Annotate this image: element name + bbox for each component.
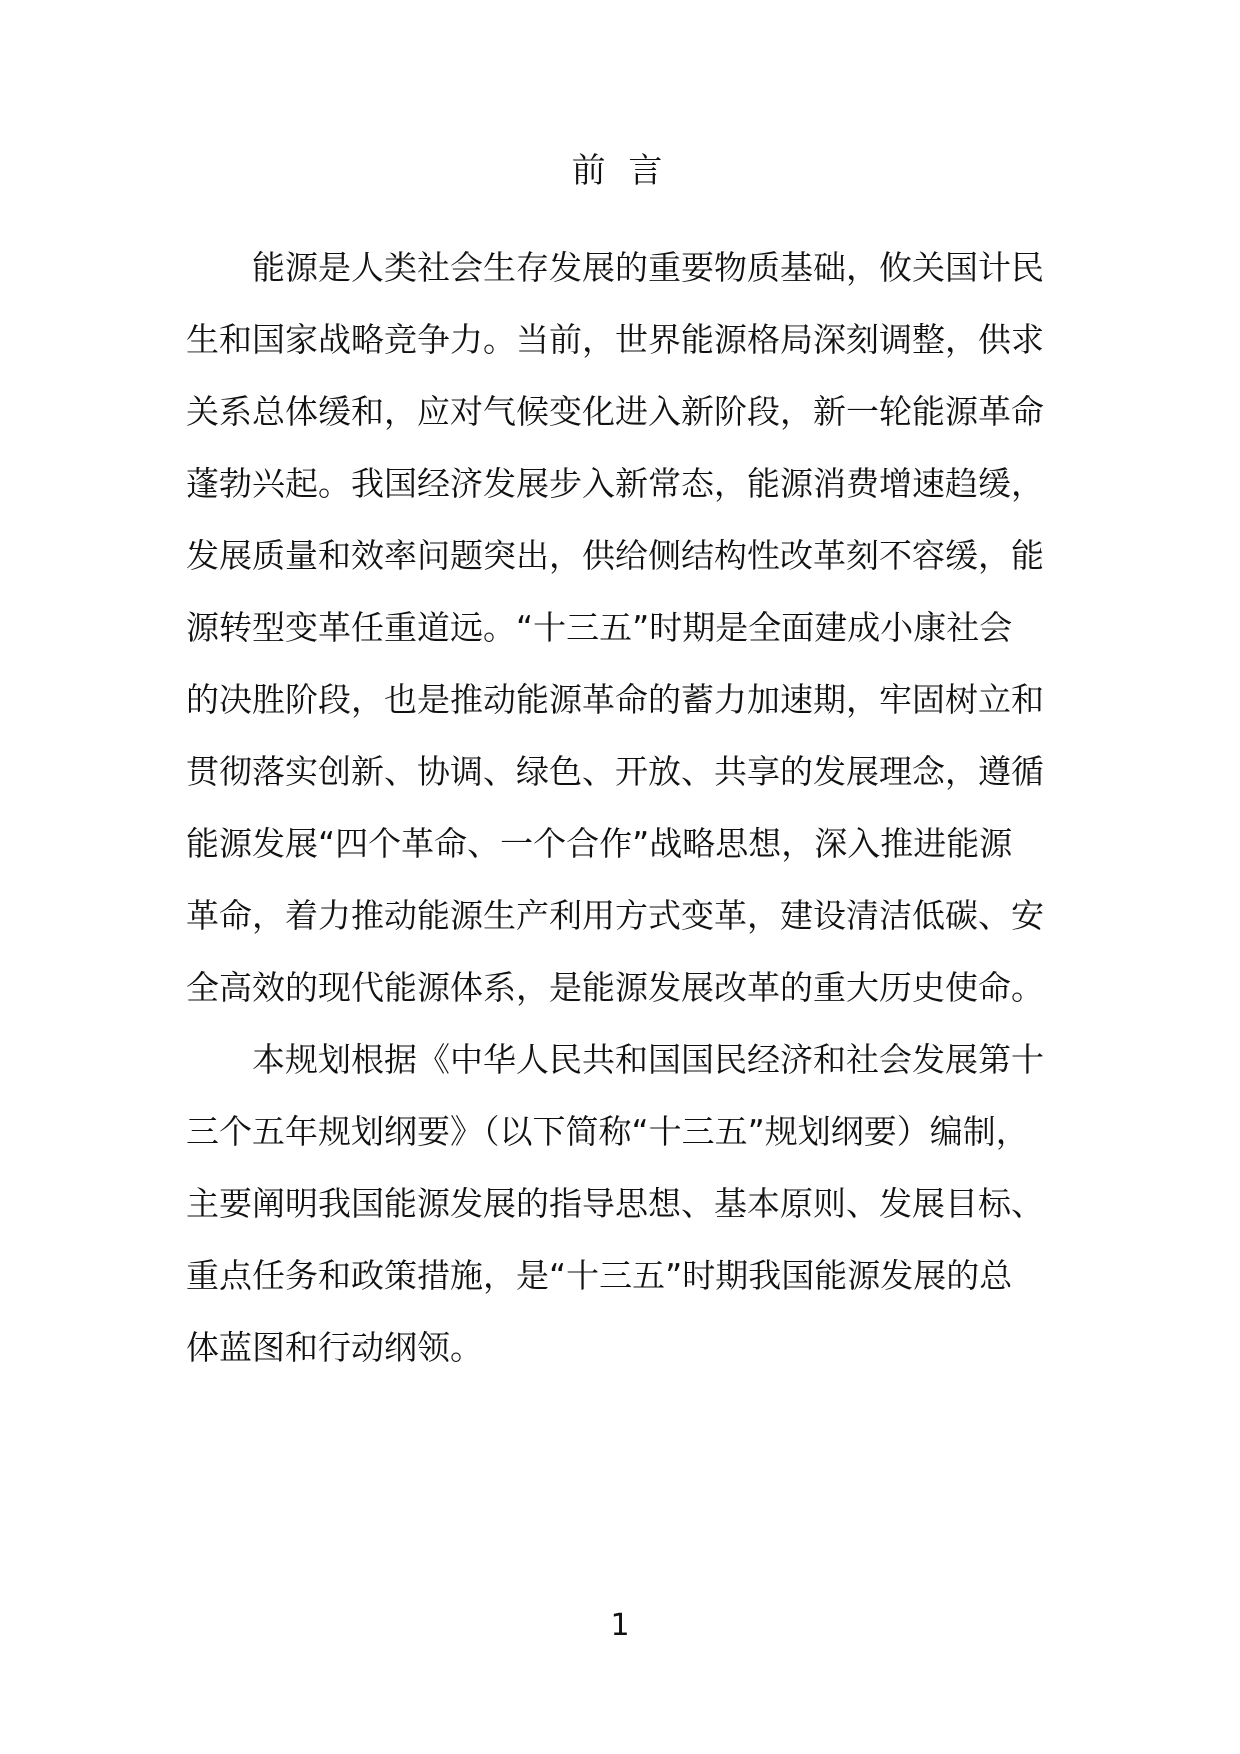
page-title: 前 言 <box>571 151 669 191</box>
text-line: 三个五年规划纲要》（以下简称“十三五”规划纲要）编制， <box>186 1112 1029 1151</box>
page-number: 1 <box>610 1608 630 1643</box>
text-line: 全高效的现代能源体系，是能源发展改革的重大历史使命。 <box>186 968 1044 1007</box>
text-line: 的决胜阶段，也是推动能源革命的蓄力加速期，牢固树立和 <box>186 680 1044 719</box>
text-line: 生和国家战略竞争力。当前，世界能源格局深刻调整，供求 <box>186 320 1044 359</box>
text-line: 能源是人类社会生存发展的重要物质基础，攸关国计民 <box>252 248 1044 287</box>
text-line: 重点任务和政策措施，是“十三五”时期我国能源发展的总 <box>186 1256 1013 1295</box>
text-line: 体蓝图和行动纲领。 <box>186 1328 483 1367</box>
paragraph-2 <box>186 1024 1066 1384</box>
document-body <box>186 232 1066 1384</box>
text-line: 源转型变革任重道远。“十三五”时期是全面建成小康社会 <box>186 608 1013 647</box>
text-line: 主要阐明我国能源发展的指导思想、基本原则、发展目标、 <box>186 1184 1044 1223</box>
text-line: 发展质量和效率问题突出，供给侧结构性改革刻不容缓，能 <box>186 536 1044 575</box>
text-line: 蓬勃兴起。我国经济发展步入新常态，能源消费增速趋缓， <box>186 464 1044 503</box>
text-line: 本规划根据《中华人民共和国国民经济和社会发展第十 <box>252 1040 1044 1079</box>
text-line: 能源发展“四个革命、一个合作”战略思想，深入推进能源 <box>186 824 1013 863</box>
text-line: 贯彻落实创新、协调、绿色、开放、共享的发展理念，遵循 <box>186 752 1044 791</box>
text-line: 革命，着力推动能源生产利用方式变革，建设清洁低碳、安 <box>186 896 1044 935</box>
text-line: 关系总体缓和，应对气候变化进入新阶段，新一轮能源革命 <box>186 392 1044 431</box>
paragraph-1 <box>186 232 1066 1024</box>
